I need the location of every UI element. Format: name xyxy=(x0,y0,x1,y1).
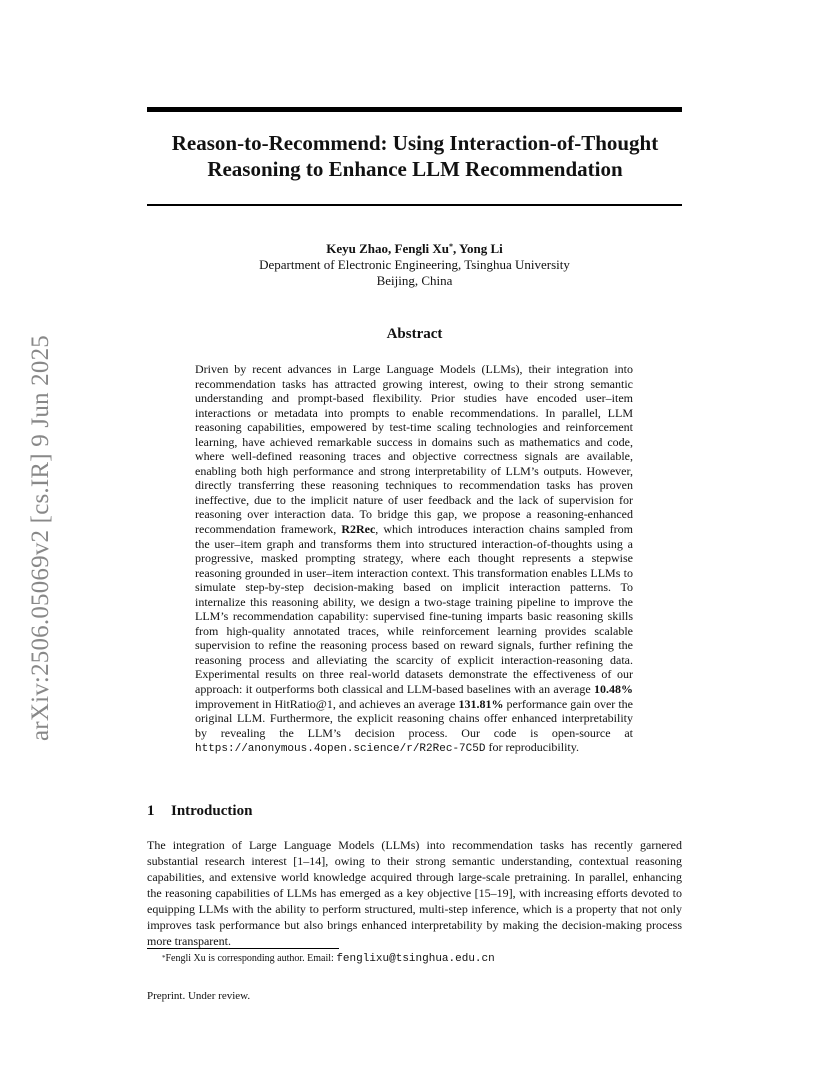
author-names-first: Keyu Zhao, Fengli Xu xyxy=(326,241,450,256)
section-number: 1 xyxy=(147,803,155,819)
title-line-2: Reasoning to Enhance LLM Recommendation xyxy=(207,157,623,181)
stat-hitratio-improvement: 10.48% xyxy=(594,682,633,697)
framework-name: R2Rec xyxy=(341,522,376,537)
preprint-notice: Preprint. Under review. xyxy=(147,990,251,1002)
code-repository-url[interactable]: https://anonymous.4open.science/r/R2Rec-7C5D xyxy=(195,743,486,756)
footnote-email[interactable]: fenglixu@tsinghua.edu.cn xyxy=(336,953,495,965)
abstract-body xyxy=(195,362,633,757)
author-location: Beijing, China xyxy=(376,273,453,288)
introduction-paragraph: The integration of Large Language Models (LLMs) into recommendation tasks has recently garnered substantial research interest [1–14], owing to their strong semantic understanding, contextual reasoning capabilities, and extensive world knowledge acquired through large-scale pretraining. In parallel, enhancing the reasoning capabilities of LLMs has emerged as a key objective [15–19], with increasing efforts devoted to equipping LLMs with the ability to perform structured, multi-step inference, which is a property that not only improves task performance but also brings enhanced interpretability by making the decision-making process more transparent. xyxy=(147,838,682,948)
abstract-text-part-5: for reproducibility. xyxy=(485,740,579,755)
abstract-text-part-1: Driven by recent advances in Large Language Models (LLMs), their integration into recommendation tasks has attracted growing interest, owing to their strong semantic understanding and prompt-based flexibility. Prior studies have encoded user–item interactions or metadata into prompts to enable recommendations. In parallel, LLM reasoning capabilities, empowered by test-time scaling technologies and reinforcement learning, have achieved remarkable success in domains such as mathematics and code, where well-defined reasoning traces and objective correctness signals are available, enabling both high performance and strong interpretability of LLM’s outputs. However, directly transferring these reasoning techniques to recommendation tasks has proven ineffective, due to the implicit nature of user feedback and the lack of supervision for reasoning over interaction data. To bridge this gap, we propose a reasoning-enhanced recommendation framework, xyxy=(195,362,633,537)
section-title: Introduction xyxy=(171,803,253,819)
author-affiliation: Department of Electronic Engineering, Tsinghua University xyxy=(259,257,570,272)
introduction-body xyxy=(147,837,682,949)
author-names-last: , Yong Li xyxy=(453,241,503,256)
abstract-heading: Abstract xyxy=(386,326,443,342)
author-names xyxy=(147,241,682,257)
section-heading-introduction xyxy=(147,803,252,820)
arxiv-identifier-sidebar: arXiv:2506.05069v2 [cs.IR] 9 Jun 2025 xyxy=(27,335,54,741)
title-top-rule xyxy=(147,107,682,112)
stat-performance-gain: 131.81% xyxy=(458,696,504,711)
title-line-1: Reason-to-Recommend: Using Interaction-of-Thought xyxy=(171,131,659,155)
footnote-marker: * xyxy=(162,954,166,962)
abstract-text-part-3: improvement in HitRatio@1, and achieves an average xyxy=(195,696,459,711)
title-bottom-rule xyxy=(147,204,682,206)
footnote-text: Fengli Xu is corresponding author. Email: xyxy=(165,953,337,964)
paper-title xyxy=(140,130,690,182)
abstract-text-part-2: , which introduces interaction chains sampled from the user–item graph and transforms them into structured interaction-of-thoughts using a progressive, masked prompting strategy, where each thought represents a stepwise reasoning grounded in user–item interaction context. This transformation enables LLMs to simulate step-by-step decision-making based on implicit interaction patterns. To internalize this reasoning ability, we design a two-stage training pipeline to improve the LLM’s recommendation capability: supervised fine-tuning imparts basic reasoning skills from high-quality annotated traces, while reinforcement learning provides scalable supervision to refine the reasoning process based on reward signals, further refining the reasoning process and alleviating the scarcity of explicit interaction-reasoning data. Experimental results on three real-world datasets demonstrate the effectiveness of our approach: it outperforms both classical and LLM-based baselines with an average xyxy=(195,522,633,697)
footnote xyxy=(162,952,495,966)
abstract-text-part-4: performance gain over the original LLM. Furthermore, the explicit reasoning chains offer enhanced interpretability by revealing the LLM’s decision process. Our code is open-source at xyxy=(195,696,633,740)
author-footnote-marker: * xyxy=(449,242,454,251)
footnote-rule xyxy=(147,948,339,949)
author-block xyxy=(147,241,682,289)
abstract-paragraph xyxy=(195,362,633,757)
